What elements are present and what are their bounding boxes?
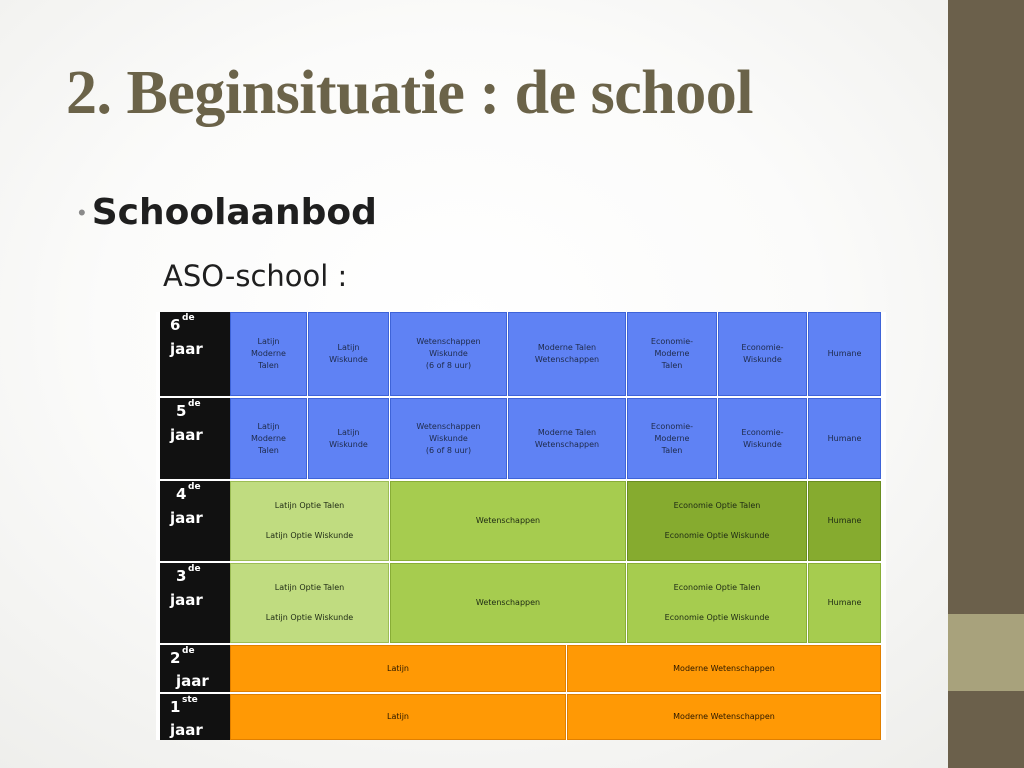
option-latijn: Latijn Optie Talen Latijn Optie Wiskunde bbox=[230, 481, 389, 561]
year-cell-3 bbox=[160, 563, 230, 643]
year-label: jaar bbox=[176, 672, 209, 690]
option-latijn-moderne-talen: Latijn Moderne Talen bbox=[230, 398, 307, 479]
year-suffix: de bbox=[182, 313, 195, 323]
year-label: jaar bbox=[170, 426, 203, 444]
year-cell-6 bbox=[160, 312, 230, 396]
option-latijn: Latijn bbox=[230, 645, 566, 692]
year-label: jaar bbox=[170, 591, 203, 609]
school-type-label: ASO-school : bbox=[163, 259, 348, 293]
school-offer-table bbox=[156, 312, 886, 740]
year-number: 4 bbox=[176, 485, 187, 503]
option-moderne-wetenschappen: Moderne Wetenschappen bbox=[567, 694, 881, 740]
option-latijn-wiskunde: Latijn Wiskunde bbox=[308, 312, 389, 396]
bullet-dot-icon: • bbox=[78, 199, 86, 225]
bullet-text: Schoolaanbod bbox=[91, 192, 377, 233]
year-suffix: de bbox=[188, 482, 201, 492]
option-latijn: Latijn bbox=[230, 694, 566, 740]
year-cell-1 bbox=[160, 694, 230, 740]
option-moderne-talen-wetenschappen: Moderne Talen Wetenschappen bbox=[508, 398, 626, 479]
slide-title: 2. Beginsituatie : de school bbox=[66, 59, 753, 127]
year-cell-4 bbox=[160, 481, 230, 561]
year-suffix: de bbox=[182, 646, 195, 656]
year-number: 5 bbox=[176, 402, 187, 420]
option-wetenschappen: Wetenschappen bbox=[390, 563, 626, 643]
year-label: jaar bbox=[170, 509, 203, 527]
option-latijn-wiskunde: Latijn Wiskunde bbox=[308, 398, 389, 479]
side-decoration-accent bbox=[948, 614, 1024, 691]
year-suffix: de bbox=[188, 399, 201, 409]
option-economie: Economie Optie Talen Economie Optie Wiskunde bbox=[627, 563, 807, 643]
year-number: 6 bbox=[170, 316, 181, 334]
option-economie-moderne-talen: Economie- Moderne Talen bbox=[627, 312, 717, 396]
year-label: jaar bbox=[170, 721, 203, 739]
year-label: jaar bbox=[170, 340, 203, 358]
option-economie: Economie Optie Talen Economie Optie Wiskunde bbox=[627, 481, 807, 561]
year-number: 2 bbox=[170, 649, 181, 667]
year-suffix: de bbox=[188, 564, 201, 574]
option-latijn-moderne-talen: Latijn Moderne Talen bbox=[230, 312, 307, 396]
option-economie-moderne-talen: Economie- Moderne Talen bbox=[627, 398, 717, 479]
year-number: 3 bbox=[176, 567, 187, 585]
option-humane: Humane bbox=[808, 563, 881, 643]
option-humane: Humane bbox=[808, 481, 881, 561]
option-moderne-wetenschappen: Moderne Wetenschappen bbox=[567, 645, 881, 692]
option-wetenschappen: Wetenschappen bbox=[390, 481, 626, 561]
year-number: 1 bbox=[170, 698, 181, 716]
year-suffix: ste bbox=[182, 695, 198, 705]
option-latijn: Latijn Optie Talen Latijn Optie Wiskunde bbox=[230, 563, 389, 643]
option-humane: Humane bbox=[808, 398, 881, 479]
option-wetenschappen-wiskunde: Wetenschappen Wiskunde (6 of 8 uur) bbox=[390, 312, 507, 396]
option-economie-wiskunde: Economie- Wiskunde bbox=[718, 312, 807, 396]
option-economie-wiskunde: Economie- Wiskunde bbox=[718, 398, 807, 479]
year-cell-2 bbox=[160, 645, 230, 692]
option-humane: Humane bbox=[808, 312, 881, 396]
option-moderne-talen-wetenschappen: Moderne Talen Wetenschappen bbox=[508, 312, 626, 396]
year-cell-5 bbox=[160, 398, 230, 479]
bullet-item bbox=[78, 192, 377, 233]
option-wetenschappen-wiskunde: Wetenschappen Wiskunde (6 of 8 uur) bbox=[390, 398, 507, 479]
